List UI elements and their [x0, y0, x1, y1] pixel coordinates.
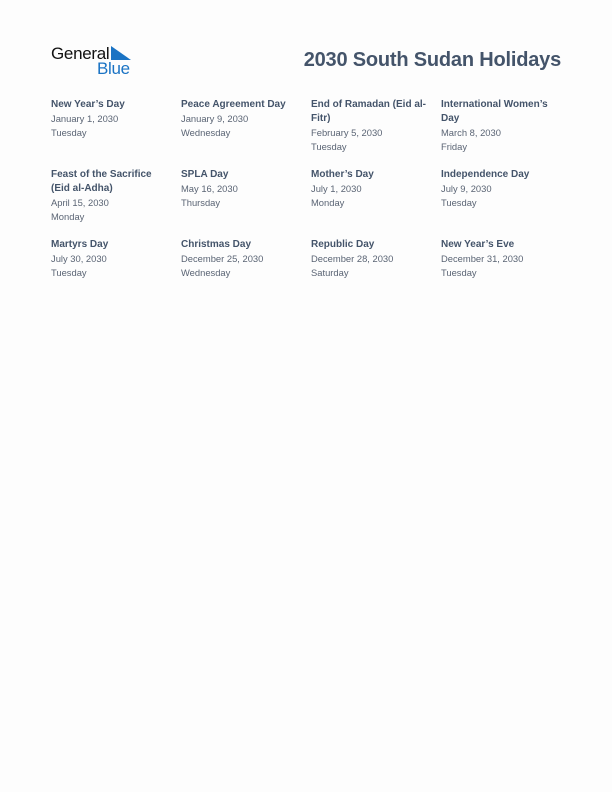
holiday-item	[51, 98, 181, 168]
holiday-date: February 5, 2030	[311, 127, 383, 138]
holiday-name: SPLA Day	[181, 169, 229, 180]
holiday-name: Feast of the Sacrifice (Eid al-Adha)	[51, 169, 152, 194]
holiday-name: Peace Agreement Day	[181, 99, 286, 110]
holiday-weekday: Monday	[51, 210, 85, 222]
holiday-item	[311, 238, 441, 308]
holiday-date: January 9, 2030	[181, 113, 249, 124]
holiday-date: December 28, 2030	[311, 253, 394, 264]
holiday-item	[181, 168, 311, 238]
generalblue-logo	[51, 44, 137, 78]
holiday-date: July 30, 2030	[51, 253, 107, 264]
logo-text-blue: Blue	[97, 59, 130, 78]
holiday-date: July 9, 2030	[441, 183, 492, 194]
holiday-name: Republic Day	[311, 239, 375, 250]
holiday-item	[311, 168, 441, 238]
holiday-item	[441, 238, 571, 308]
holiday-weekday: Monday	[311, 196, 345, 208]
holiday-name: End of Ramadan (Eid al-Fitr)	[311, 99, 427, 124]
holiday-date: March 8, 2030	[441, 127, 501, 138]
page-title: 2030 South Sudan Holidays	[303, 49, 561, 71]
holiday-weekday: Friday	[441, 140, 468, 152]
holiday-item	[441, 98, 571, 168]
logo-text-general: General	[51, 44, 110, 63]
holiday-weekday: Wednesday	[181, 126, 231, 138]
holiday-item	[51, 238, 181, 308]
holiday-weekday: Tuesday	[51, 266, 87, 278]
logo-triangle-icon	[111, 46, 131, 60]
holiday-item	[181, 98, 311, 168]
holiday-date: May 16, 2030	[181, 183, 238, 194]
holiday-name: New Year’s Day	[51, 99, 125, 110]
holiday-item	[51, 168, 181, 238]
holiday-date: December 25, 2030	[181, 253, 264, 264]
holiday-date: July 1, 2030	[311, 183, 362, 194]
holiday-item	[181, 238, 311, 308]
holiday-weekday: Thursday	[181, 196, 221, 208]
holiday-date: April 15, 2030	[51, 197, 109, 208]
holiday-item	[311, 98, 441, 168]
holiday-weekday: Tuesday	[311, 140, 347, 152]
holiday-weekday: Tuesday	[441, 196, 477, 208]
holiday-item	[441, 168, 571, 238]
holiday-name: International Women’s Day	[441, 99, 548, 124]
holiday-name: Mother’s Day	[311, 169, 374, 180]
holiday-name: Independence Day	[441, 169, 530, 180]
holiday-weekday: Saturday	[311, 266, 349, 278]
holiday-weekday: Wednesday	[181, 266, 231, 278]
holiday-date: January 1, 2030	[51, 113, 119, 124]
holiday-weekday: Tuesday	[51, 126, 87, 138]
holiday-weekday: Tuesday	[441, 266, 477, 278]
holiday-date: December 31, 2030	[441, 253, 524, 264]
holiday-name: New Year’s Eve	[441, 239, 515, 250]
holiday-name: Martyrs Day	[51, 239, 109, 250]
holiday-name: Christmas Day	[181, 239, 252, 250]
holiday-grid	[51, 98, 571, 308]
